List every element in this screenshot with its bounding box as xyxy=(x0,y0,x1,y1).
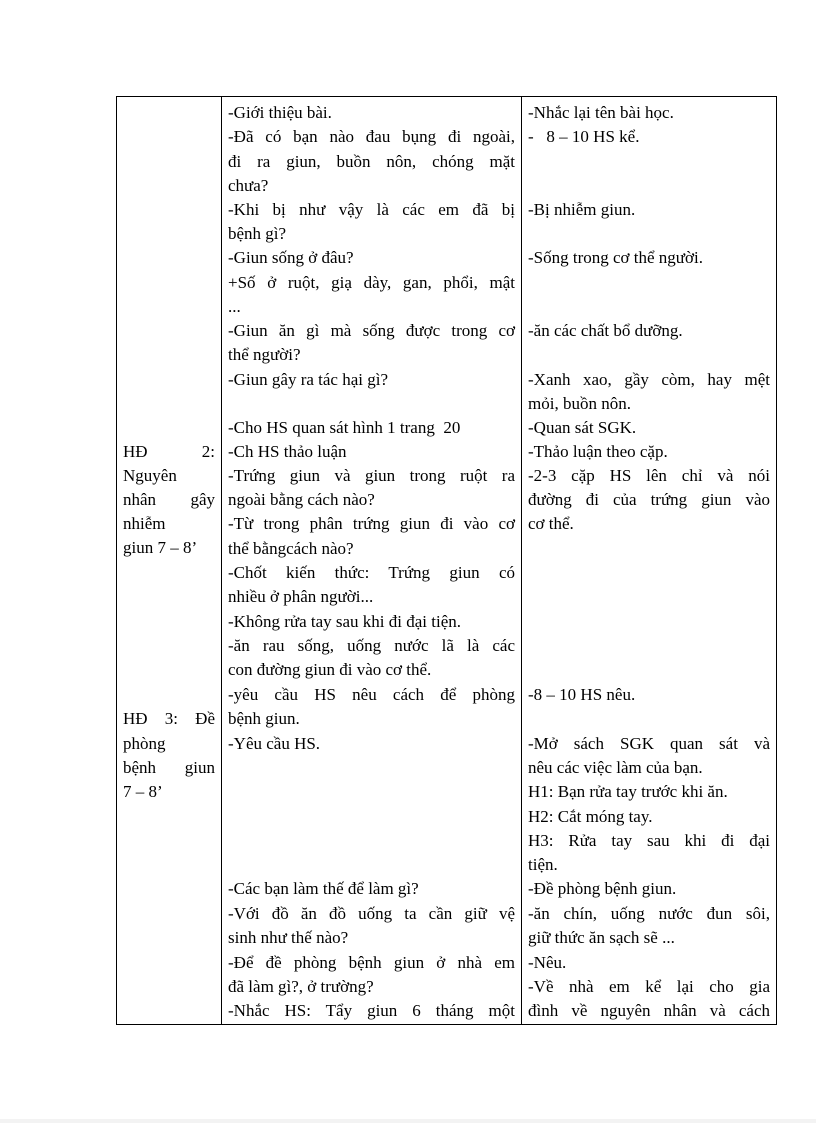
col2-line: ... xyxy=(228,297,241,316)
col3-line: -Sống trong cơ thể người. xyxy=(528,248,703,267)
col3-line: -Quan sát SGK. xyxy=(528,418,637,437)
col3-line: -Xanh xao, gầy còm, hay mệt xyxy=(528,370,770,389)
col3-line: -Thảo luận theo cặp. xyxy=(528,442,668,461)
col2-line: +Số ở ruột, giạ dày, gan, phổi, mật xyxy=(228,273,515,292)
col1-line: bệnh giun xyxy=(123,758,215,777)
col2-line: bệnh gì? xyxy=(228,224,287,243)
col2-line: thể người? xyxy=(228,345,301,364)
col2-line: -Giun sống ở đâu? xyxy=(228,248,354,267)
col2-line: ngoài bằng cách nào? xyxy=(228,490,375,509)
student-activity-column xyxy=(522,97,777,1024)
col2-line: -Các bạn làm thế để làm gì? xyxy=(228,879,419,898)
col2-line: con đường giun đi vào cơ thể. xyxy=(228,660,432,679)
col1-line: nhiễm xyxy=(123,514,166,533)
col2-line: -yêu cầu HS nêu cách để phòng xyxy=(228,685,515,704)
col2-line: -Đã có bạn nào đau bụng đi ngoài, xyxy=(228,127,515,146)
col2-line: -Nhắc HS: Tẩy giun 6 tháng một xyxy=(228,1001,515,1020)
col1-line: HĐ 3: Đề xyxy=(123,709,215,728)
col2-line: -Để đề phòng bệnh giun ở nhà em xyxy=(228,953,515,972)
col2-line: đi ra giun, buồn nôn, chóng mặt xyxy=(228,152,515,171)
col3-line: -8 – 10 HS nêu. xyxy=(528,685,636,704)
col3-line: nêu các việc làm của bạn. xyxy=(528,758,703,777)
col3-line: cơ thể. xyxy=(528,514,574,533)
col2-line: chưa? xyxy=(228,176,269,195)
col2-line: -Giun gây ra tác hại gì? xyxy=(228,370,389,389)
col2-line: đã làm gì?, ở trường? xyxy=(228,977,374,996)
col2-line: -Khi bị như vậy là các em đã bị xyxy=(228,200,515,219)
col2-line: -Không rửa tay sau khi đi đại tiện. xyxy=(228,612,461,631)
activity-column xyxy=(117,97,221,1024)
col3-line: -Nêu. xyxy=(528,953,567,972)
col2-line: bệnh giun. xyxy=(228,709,300,728)
page-bottom-band xyxy=(0,1119,816,1123)
col2-line: -Với đồ ăn đồ uống ta cần giữ vệ xyxy=(228,904,515,923)
col1-line: 7 – 8’ xyxy=(123,782,163,801)
col3-line: -2-3 cặp HS lên chỉ và nói xyxy=(528,466,770,485)
col2-line: -Trứng giun và giun trong ruột ra xyxy=(228,466,515,485)
col3-line: H2: Cắt móng tay. xyxy=(528,807,653,826)
col3-line: -Nhắc lại tên bài học. xyxy=(528,103,674,122)
col1-line: nhân gây xyxy=(123,490,215,509)
col3-line: -ăn chín, uống nước đun sôi, xyxy=(528,904,770,923)
col2-line: -ăn rau sống, uống nước lã là các xyxy=(228,636,515,655)
col2-line: -Giun ăn gì mà sống được trong cơ xyxy=(228,321,515,340)
lesson-plan-table xyxy=(116,96,777,1025)
col1-line: Nguyên xyxy=(123,466,177,485)
col2-line: -Cho HS quan sát hình 1 trang 20 xyxy=(228,418,461,437)
col2-line: -Từ trong phân trứng giun đi vào cơ xyxy=(228,514,515,533)
col3-line: -Đề phòng bệnh giun. xyxy=(528,879,677,898)
col3-line: đình về nguyên nhân và cách xyxy=(528,1001,770,1020)
col3-line: mỏi, buồn nôn. xyxy=(528,394,631,413)
col2-line: thể bằngcách nào? xyxy=(228,539,354,558)
col2-line: nhiều ở phân người... xyxy=(228,587,374,606)
col3-line: H3: Rửa tay sau khi đi đại xyxy=(528,831,770,850)
col2-line: sinh như thế nào? xyxy=(228,928,349,947)
col3-line: giữ thức ăn sạch sẽ ... xyxy=(528,928,675,947)
col3-line: đường đi của trứng giun vào xyxy=(528,490,770,509)
col1-line: phòng xyxy=(123,734,166,753)
col3-line: -Mở sách SGK quan sát và xyxy=(528,734,770,753)
col2-line: -Chốt kiến thức: Trứng giun có xyxy=(228,563,515,582)
col2-line: -Yêu cầu HS. xyxy=(228,734,321,753)
teacher-activity-column xyxy=(222,97,521,1024)
col3-line: -Bị nhiễm giun. xyxy=(528,200,636,219)
col3-line: - 8 – 10 HS kể. xyxy=(528,127,640,146)
col2-line: -Ch HS thảo luận xyxy=(228,442,347,461)
col1-line: giun 7 – 8’ xyxy=(123,538,198,557)
col3-line: -Về nhà em kể lại cho gia xyxy=(528,977,770,996)
col3-line: tiện. xyxy=(528,855,558,874)
col3-line: H1: Bạn rửa tay trước khi ăn. xyxy=(528,782,728,801)
col1-line: HĐ 2: xyxy=(123,442,215,461)
col2-line: -Giới thiệu bài. xyxy=(228,103,332,122)
col3-line: -ăn các chất bổ dưỡng. xyxy=(528,321,683,340)
